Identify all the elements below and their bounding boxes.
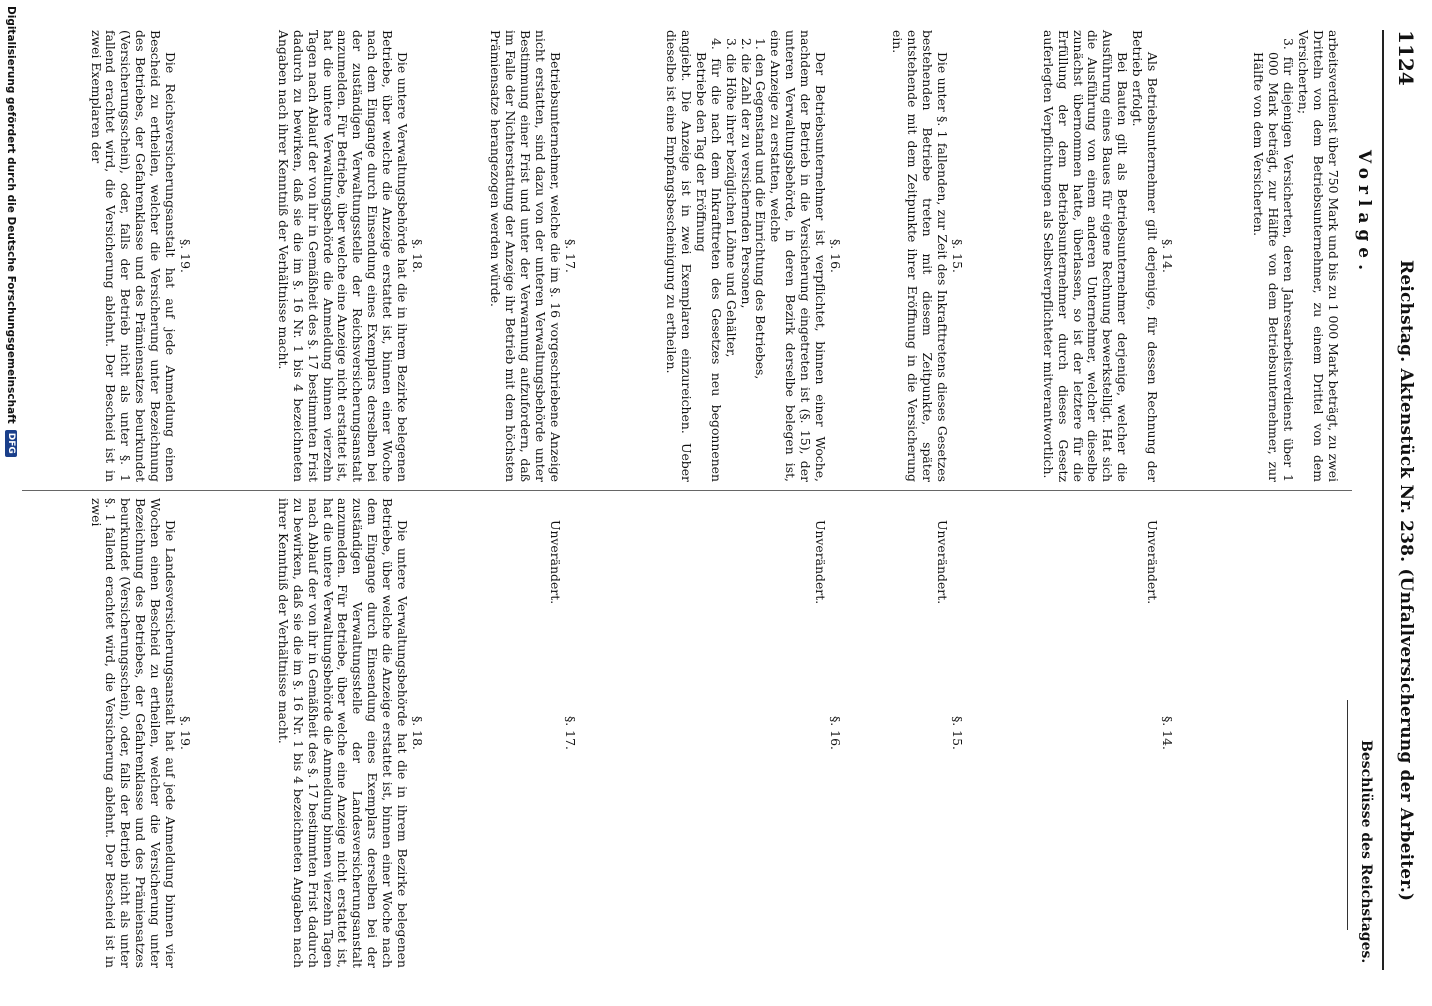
section-17	[488, 30, 577, 482]
right-section-17-heading: §. 17.	[563, 716, 578, 750]
right-section-15	[934, 498, 964, 968]
right-column-heading: Beschlüsse des Reichstages.	[1358, 740, 1374, 964]
credit-text: Digitalisierung gefördert durch die Deutsche Forschungsgemeinschaft	[5, 6, 17, 424]
right-section-15-heading: §. 15.	[950, 716, 965, 750]
right-section-19-heading: §. 19.	[178, 716, 193, 750]
section-18-paragraph: Die untere Verwaltungsbehörde hat die in ihrem Bezirke belegenen Betriebe, über welche die Anzeige erstattet ist, binnen einer Woche nach dem Eingange durch Einsendung eines Exemplars derselben bei der zuständigen Verwaltungsstelle der Reichsversicherungsanstalt anzumelden. Für Betriebe, über welche eine Anzeige nicht erstattet ist, hat die untere Verwaltungsbehörde die Anmeldung binnen vierzehn Tagen nach Ablauf der von ihr in Gemäßheit des §. 17 bestimmten Frist dadurch zu bewirken, daß sie die im §. 16 Nr. 1 bis 4 bezeichneten Angaben nach ihrer Kenntniß der Verhältnisse macht.	[275, 30, 411, 482]
page-number: 1124	[1394, 30, 1418, 86]
section-16-item-1: 1. den Gegenstand und die Einrichtung des Betriebes,	[753, 38, 769, 380]
right-section-15-unchanged: Unverändert.	[935, 520, 951, 605]
section-16-item-3: 3. die Höhe ihrer bezüglichen Löhne und Gehälter,	[723, 38, 739, 358]
right-section-18	[275, 498, 424, 968]
section-16-paragraph-2: angiebt. Die Anzeige ist in zwei Exemplaren einzureichen. Ueber dieselbe ist eine Empfangsbescheinigung zu ertheilen.	[664, 30, 694, 482]
section-17-heading: §. 17.	[563, 239, 578, 273]
right-section-19	[88, 498, 192, 968]
document-title: Reichstag. Aktenstück Nr. 238. (Unfallversicherung der Arbeiter.)	[1396, 260, 1416, 902]
right-section-17	[547, 498, 577, 968]
section-15-heading: §. 15.	[950, 239, 965, 273]
page-header	[1384, 30, 1418, 970]
heading-rule	[1347, 700, 1348, 930]
section-15-paragraph: Die unter §. 1 fallenden, zur Zeit des Inkrafttretens dieses Gesetzes bestehenden Betriebe treten mit diesem Zeitpunkte, später entstehende mit dem Zeitpunkte ihrer Eröffnung in die Versicherung ein.	[890, 30, 951, 482]
intro-text: arbeitsverdienst über 750 Mark und bis zu 1 000 Mark beträgt, zu zwei Dritteln von dem Betriebsunternehmer, zu einem Drittel von dem Versicherten;	[1296, 30, 1341, 482]
right-section-17-unchanged: Unverändert.	[548, 520, 564, 605]
left-column-heading: Vorlage.	[1354, 150, 1374, 277]
dfg-logo: DFG	[5, 430, 17, 457]
section-19-heading: §. 19.	[178, 239, 193, 273]
section-19	[88, 30, 192, 482]
right-section-16-unchanged: Unverändert.	[813, 520, 829, 605]
right-section-18-paragraph: Die untere Verwaltungsbehörde hat die in ihrem Bezirke belegenen Betriebe, über welche die Anzeige erstattet ist, binnen einer Woche nach dem Eingange durch Einsendung eines Exemplars derselben bei der zuständigen Verwaltungsstelle der Landesversicherungsanstalt anzumelden. Für Betriebe, über welche eine Anzeige nicht erstattet ist, hat die untere Verwaltungsbehörde die Anmeldung binnen vierzehn Tagen nach Ablauf der von ihr in Gemäßheit des §. 17 bestimmten Frist dadurch zu bewirken, daß sie die im §. 16 Nr. 1 bis 4 bezeichneten Angaben nach ihrer Kenntniß der Verhältnisse macht.	[275, 498, 411, 968]
section-14-paragraph-1: Als Betriebsunternehmer gilt derjenige, für dessen Rechnung der Betrieb erfolgt.	[1130, 30, 1161, 482]
column-divider	[22, 490, 1352, 491]
section-15	[889, 30, 964, 482]
right-section-14-heading: §. 14.	[1160, 716, 1175, 750]
section-14-paragraph-2: Bei Bauten gilt als Betriebsunternehmer derjenige, welcher die Ausführung eines Baues für eigene Rechnung bewerkstelligt. Hat sich die Ausführung von einem anderen Unternehmer, welcher dieselbe zunächst übernommen hatte, überlassen, so ist der letztere für die Erfüllung der dem Betriebsunternehmer durch dieses Gesetz auferlegten Verpflichtungen als Selbstverpflichteter mitverantwortlich.	[1040, 30, 1131, 482]
header-rule	[1382, 30, 1384, 970]
section-17-paragraph: Betriebsunternehmer, welche die im §. 16 vorgeschriebene Anzeige nicht erstatten, sind dazu von der unteren Verwaltungsbehörde unter Bestimmung einer Frist und unter der Verwarnung aufzufordern, daß im Falle der Nichterstattung der Anzeige ihr Betrieb mit dem höchsten Prämiensatze herangezogen werden würde.	[488, 30, 564, 482]
section-16-item-4: 4. für die nach dem Inkrafttreten des Gesetzes neu begonnenen Betriebe den Tag der Eröffnung	[693, 38, 724, 482]
right-section-19-paragraph: Die Landesversicherungsanstalt hat auf jede Anmeldung binnen vier Wochen einen Bescheid zu ertheilen, welcher die Versicherung unter Bezeichnung des Betriebes, der Gefahrenklasse und des Prämiensatzes beurkundet (Versicherungsschein), oder, falls der Betrieb nicht als unter §. 1 fallend erachtet wird, die Versicherung ablehnt. Der Bescheid ist in zwei	[88, 498, 179, 968]
item-3: 3. für diejenigen Versicherten, deren Jahresarbeitsverdienst über 1 000 Mark beträgt, zur Hälfte von dem Betriebsunternehmer, zur Hälfte von dem Versicherten.	[1251, 38, 1297, 482]
right-section-16	[812, 498, 842, 968]
left-column	[1251, 30, 1340, 482]
section-16-heading: §. 16.	[828, 239, 843, 273]
section-16	[663, 30, 842, 482]
right-section-14	[1144, 498, 1174, 968]
section-18-heading: §. 18.	[410, 239, 425, 273]
digitization-credit	[0, 0, 22, 1006]
right-section-14-unchanged: Unverändert.	[1145, 520, 1161, 605]
right-section-16-heading: §. 16.	[828, 716, 843, 750]
section-14	[1040, 30, 1174, 482]
right-section-18-heading: §. 18.	[410, 716, 425, 750]
section-16-paragraph-1: Der Betriebsunternehmer ist verpflichtet, binnen einer Woche, nachdem der Betrieb in die Versicherung eingetreten ist (§. 15), der unteren Verwaltungsbehörde, in deren Bezirk derselbe belegen ist, eine Anzeige zu erstatten, welche	[768, 30, 829, 482]
section-18	[275, 30, 424, 482]
section-16-item-2: 2. die Zahl der zu versichernden Personen,	[738, 38, 754, 309]
section-19-paragraph: Die Reichsversicherungsanstalt hat auf jede Anmeldung einen Bescheid zu ertheilen, welcher die Versicherung unter Bezeichnung des Betriebes, der Gefahrenklasse und des Prämiensatzes beurkundet (Versicherungsschein), oder, falls der Betrieb nicht als unter §. 1 fallend erachtet wird, die Versicherung ablehnt. Der Bescheid ist in zwei Exemplaren der	[88, 30, 179, 482]
section-14-heading: §. 14.	[1160, 239, 1175, 273]
